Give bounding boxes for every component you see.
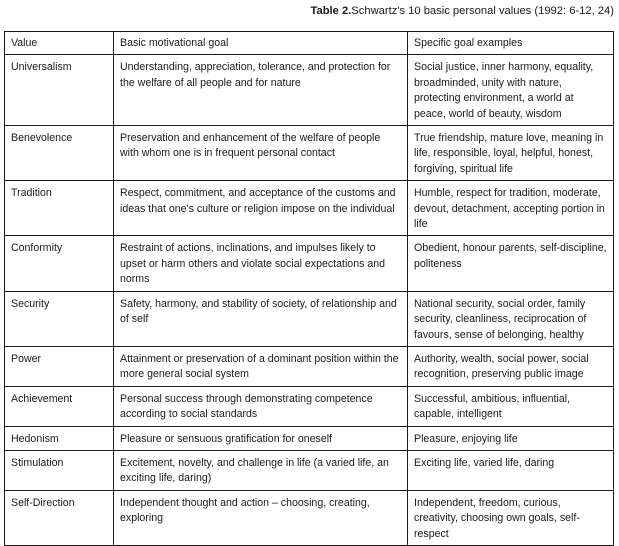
cell-goal: Respect, commitment, and acceptance of the customs and ideas that one's culture or religion impose on the individual — [114, 181, 408, 236]
cell-examples: Humble, respect for tradition, moderate, devout, detachment, accepting portion in life — [408, 181, 614, 236]
cell-examples: True friendship, mature love, meaning in life, responsible, loyal, helpful, honest, forgiving, spiritual life — [408, 126, 614, 181]
cell-examples: Pleasure, enjoying life — [408, 426, 614, 450]
table-row — [5, 126, 614, 181]
cell-goal: Excitement, novelty, and challenge in life (a varied life, an exciting life, daring) — [114, 450, 408, 490]
table-row — [5, 490, 614, 545]
table-row — [5, 346, 614, 386]
header-goal: Basic motivational goal — [114, 32, 408, 55]
cell-goal: Understanding, appreciation, tolerance, and protection for the welfare of all people and for nature — [114, 55, 408, 126]
cell-value: Conformity — [5, 236, 114, 291]
table-caption — [310, 4, 614, 18]
cell-goal: Preservation and enhancement of the welfare of people with whom one is in frequent personal contact — [114, 126, 408, 181]
cell-examples: Independent, freedom, curious, creativity, choosing own goals, self-respect — [408, 490, 614, 545]
cell-value: Achievement — [5, 386, 114, 426]
table-row — [5, 426, 614, 450]
table-row — [5, 55, 614, 126]
cell-value: Self-Direction — [5, 490, 114, 545]
cell-value: Hedonism — [5, 426, 114, 450]
cell-examples: Successful, ambitious, influential, capable, intelligent — [408, 386, 614, 426]
table-row — [5, 181, 614, 236]
table-header-row — [5, 32, 614, 55]
cell-value: Security — [5, 291, 114, 346]
cell-goal: Pleasure or sensuous gratification for oneself — [114, 426, 408, 450]
cell-examples: Exciting life, varied life, daring — [408, 450, 614, 490]
caption-label: Table 2. — [310, 5, 352, 17]
cell-value: Universalism — [5, 55, 114, 126]
cell-examples: Obedient, honour parents, self-discipline, politeness — [408, 236, 614, 291]
cell-value: Power — [5, 346, 114, 386]
header-examples: Specific goal examples — [408, 32, 614, 55]
cell-value: Tradition — [5, 181, 114, 236]
cell-examples: Authority, wealth, social power, social recognition, preserving public image — [408, 346, 614, 386]
table-row — [5, 450, 614, 490]
values-table — [4, 31, 614, 546]
cell-goal: Safety, harmony, and stability of society, of relationship and of self — [114, 291, 408, 346]
cell-value: Stimulation — [5, 450, 114, 490]
table-row — [5, 236, 614, 291]
cell-examples: National security, social order, family security, cleanliness, reciprocation of favours, sense of belonging, healthy — [408, 291, 614, 346]
cell-examples: Social justice, inner harmony, equality, broadminded, unity with nature, protecting environment, a world at peace, world of beauty, wisdom — [408, 55, 614, 126]
table-row — [5, 386, 614, 426]
cell-value: Benevolence — [5, 126, 114, 181]
header-value: Value — [5, 32, 114, 55]
cell-goal: Independent thought and action – choosing, creating, exploring — [114, 490, 408, 545]
cell-goal: Personal success through demonstrating competence according to social standards — [114, 386, 408, 426]
cell-goal: Restraint of actions, inclinations, and impulses likely to upset or harm others and violate social expectations and norms — [114, 236, 408, 291]
cell-goal: Attainment or preservation of a dominant position within the more general social system — [114, 346, 408, 386]
table-row — [5, 291, 614, 346]
caption-text: Schwartz's 10 basic personal values (1992: 6-12, 24) — [351, 5, 614, 17]
